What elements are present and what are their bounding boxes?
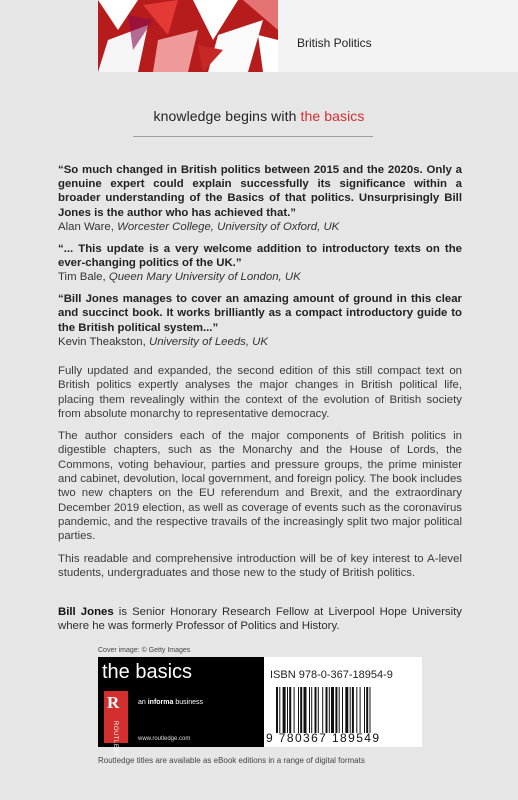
author-bio [58, 605, 462, 634]
quote-attribution [58, 335, 462, 349]
quote-2 [58, 242, 462, 284]
quote-text: “... This update is a very welcome addition to introductory texts on the ever-changing politics of the UK.” [58, 242, 462, 270]
description-paragraph: This readable and comprehensive introduction will be of key interest to A-level students, undergraduates and those new to the study of British politics. [58, 552, 462, 579]
book-description [58, 364, 462, 588]
quote-author: Kevin Theakston, [58, 335, 146, 348]
barcode-image [274, 687, 416, 733]
quote-author: Tim Bale, [58, 271, 106, 284]
series-name: British Politics [297, 36, 372, 50]
header-strip [0, 0, 518, 78]
series-badge [98, 657, 264, 763]
description-paragraph: Fully updated and expanded, the second edition of this still compact text on British politics expertly analyses the major changes in British political life, placing them revealingly within the context of the evolution of British society from absolute monarchy to representative democracy. [58, 365, 462, 420]
cover-art-image [98, 0, 278, 72]
tagline-prefix: knowledge begins with [153, 108, 301, 124]
quote-affiliation: University of Leeds, UK [148, 335, 269, 348]
barcode-digits: 9 780367 189549 [266, 731, 381, 745]
cover-credit: Cover image: © Getty Images [98, 647, 191, 654]
quote-attribution [58, 220, 462, 234]
informa-business-line [138, 699, 203, 706]
business-brand: informa [147, 699, 174, 706]
badge-title: the basics [102, 661, 193, 683]
isbn-barcode-block [264, 657, 422, 747]
description-paragraph: The author considers each of the major components of British politics in digestible chapters, such as the Monarchy and the House of Lords, the Commons, voting behaviour, parties and pressure groups, the prime minister and cabinet, devolution, local government, and foreign policy. The book includes two new chapters on the EU referendum and Brexit, and the extraordinary December 2019 election, as well as coverage of events such as the coronavirus pandemic, and the respective travails of the increasingly split two major political parties. [58, 430, 462, 543]
logo-wordmark: ROUTLEDGE [112, 721, 118, 763]
author-name: Bill Jones [58, 606, 114, 618]
tagline [0, 108, 518, 124]
endorsement-quotes [58, 163, 462, 357]
quote-affiliation: Worcester College, University of Oxford, UK [117, 220, 340, 233]
author-bio-text: is Senior Honorary Research Fellow at Liverpool Hope University where he was formerly Professor of Politics and History. [58, 606, 462, 633]
tagline-accent: the basics [300, 108, 365, 124]
isbn-label: ISBN 978-0-367-18954-9 [270, 669, 393, 681]
business-suffix: business [173, 699, 203, 706]
quote-3 [58, 292, 462, 349]
quote-1 [58, 163, 462, 234]
quote-text: “So much changed in British politics between 2015 and the 2020s. Only a genuine expert could explain successfully its significance within a broader understanding of the Basics of that politics. Unsurprisingly Bill Jones is the author who has achieved that.” [58, 164, 462, 219]
publisher-website: www.routledge.com [138, 736, 191, 742]
quote-author: Alan Ware, [58, 220, 114, 233]
tagline-divider [133, 136, 373, 137]
quote-attribution [58, 270, 462, 284]
ebook-note: Routledge titles are available as eBook editions in a range of digital formats [98, 756, 365, 765]
quote-text: “Bill Jones manages to cover an amazing amount of ground in this clear and succinct book. It works brilliantly as a compact introductory guide to the British political system...” [58, 293, 462, 334]
quote-affiliation: Queen Mary University of London, UK [108, 271, 301, 284]
logo-letter: R [107, 693, 120, 712]
routledge-logo [104, 691, 128, 763]
business-prefix: an [138, 699, 148, 706]
